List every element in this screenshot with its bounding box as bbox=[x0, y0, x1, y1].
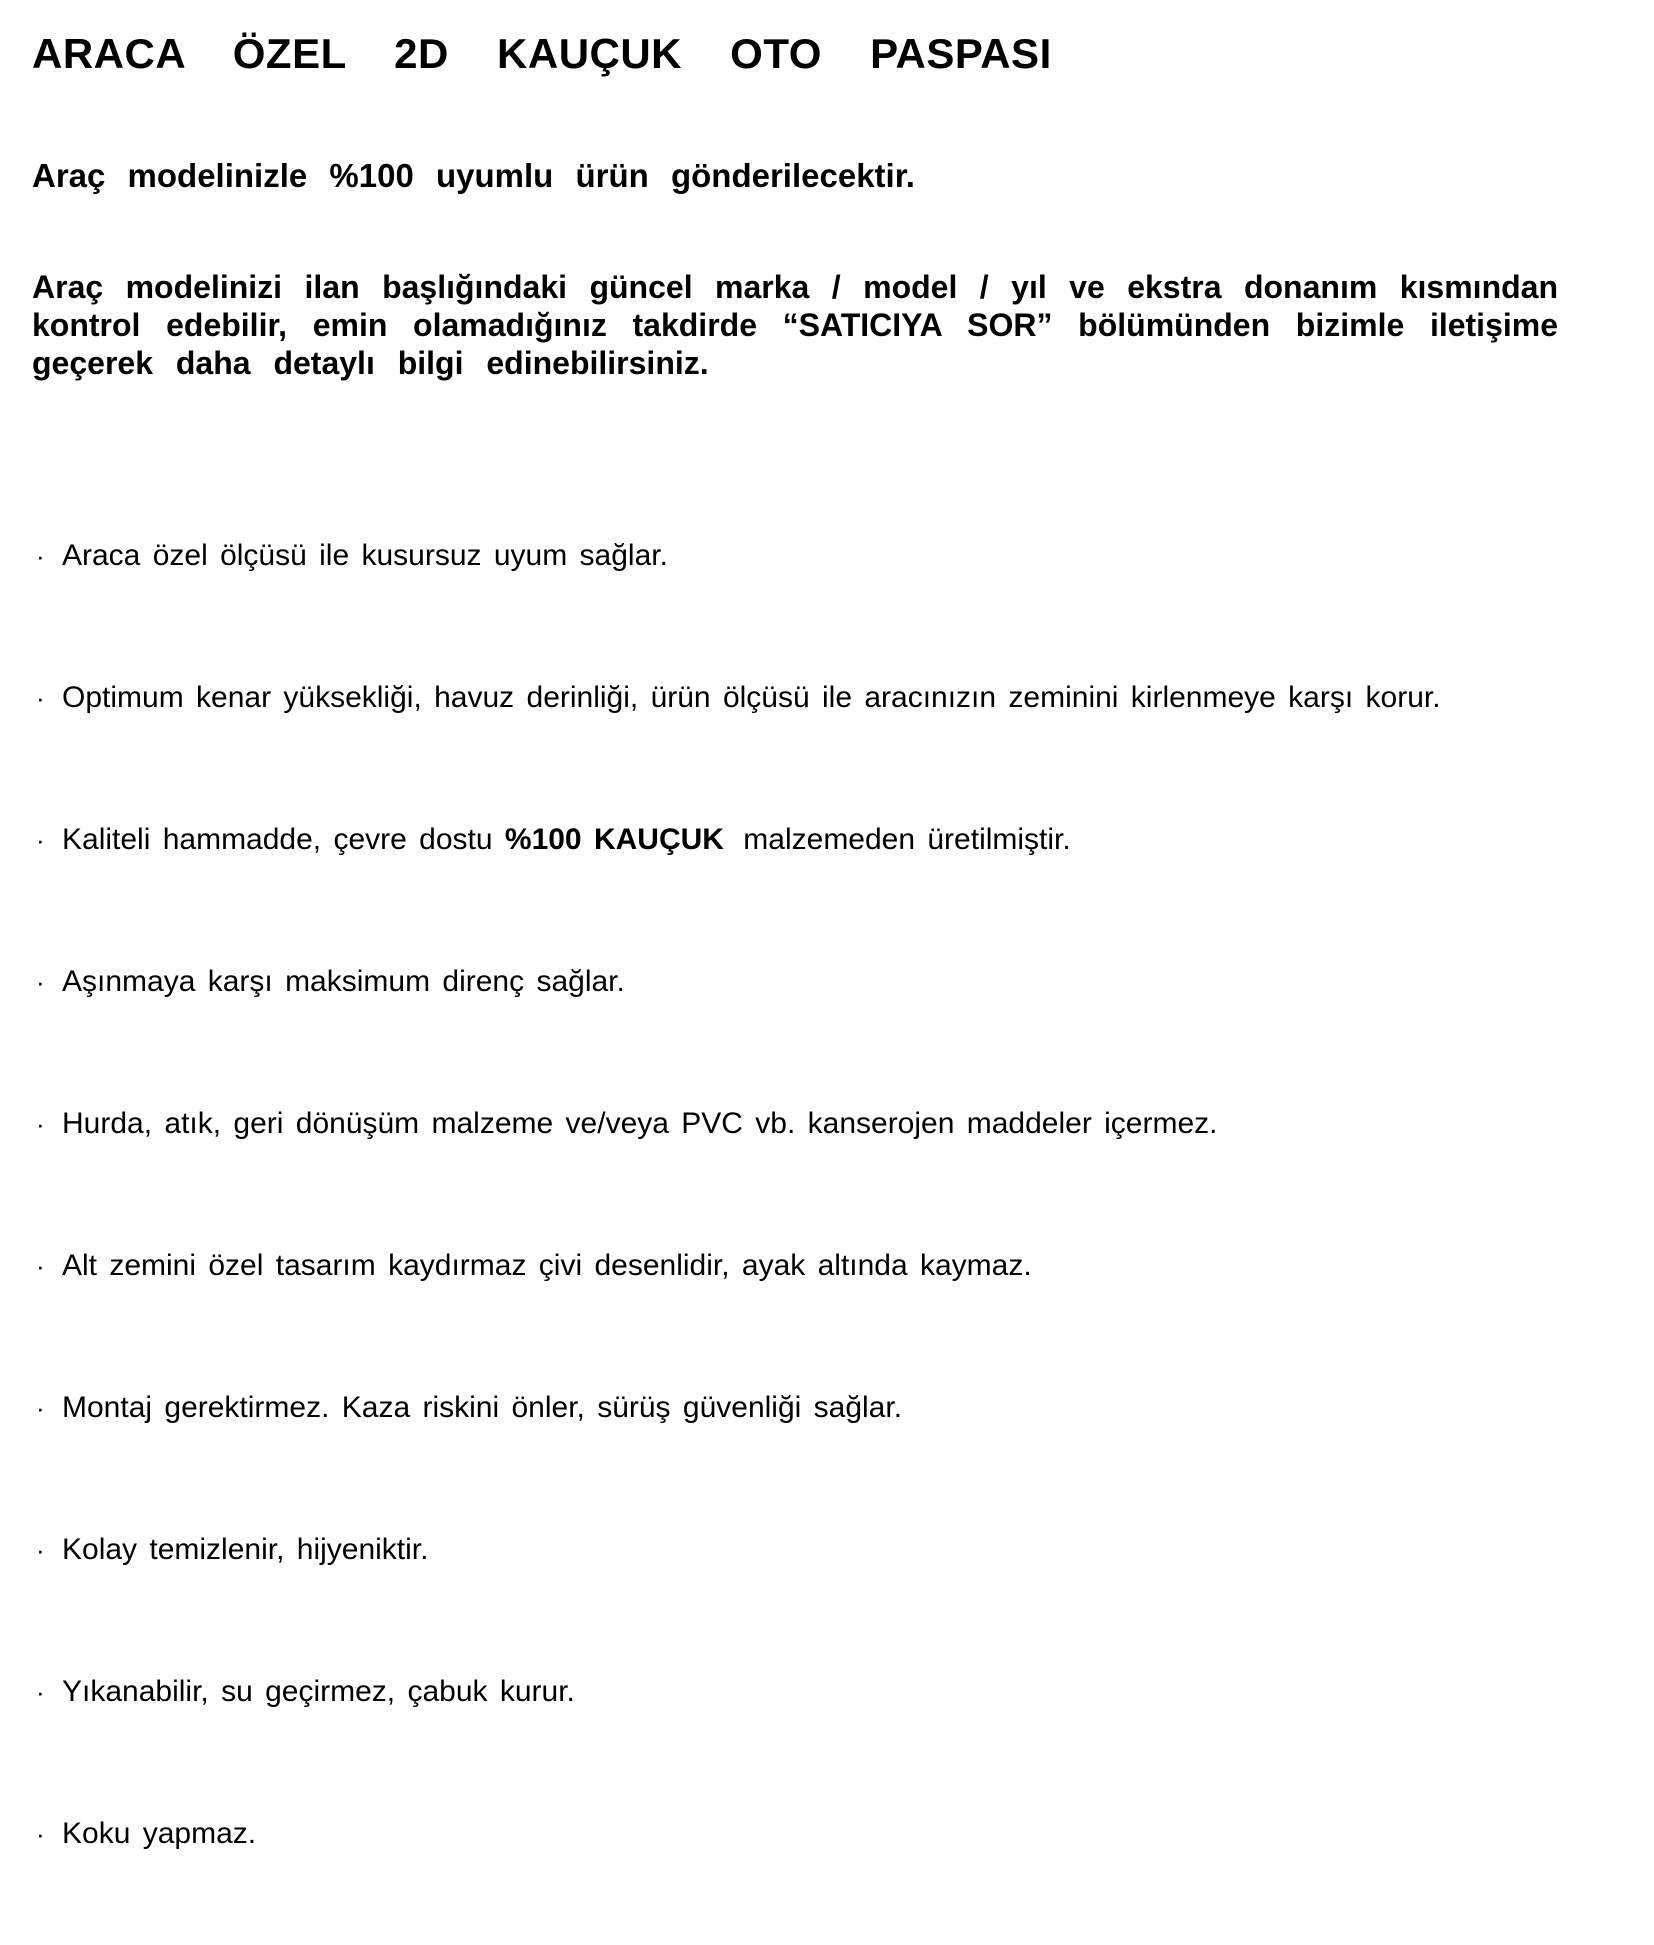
compat-note: Araç modelinizle %100 uyumlu ürün gönderilecektir. bbox=[32, 157, 915, 194]
bullet-marker: · bbox=[36, 683, 45, 713]
bullet-marker: · bbox=[36, 825, 45, 855]
feature-text bbox=[62, 1106, 1218, 1142]
feature-text bbox=[62, 1248, 1032, 1284]
feature-item bbox=[32, 1816, 1558, 1852]
feature-bold-text: %100 KAUÇUK bbox=[504, 823, 724, 856]
product-description-document bbox=[32, 30, 1558, 1852]
feature-item bbox=[32, 680, 1558, 716]
feature-text-segment: Yıkanabilir, su geçirmez, çabuk kurur. bbox=[62, 1675, 575, 1708]
feature-text bbox=[62, 822, 1071, 858]
feature-text-segment: Araca özel ölçüsü ile kusursuz uyum sağlar. bbox=[62, 539, 668, 572]
feature-item bbox=[32, 822, 1558, 858]
feature-text-segment: Koku yapmaz. bbox=[62, 1817, 257, 1850]
bullet-marker: · bbox=[36, 1535, 45, 1565]
feature-item bbox=[32, 1532, 1558, 1568]
bullet-marker: · bbox=[36, 541, 45, 571]
bullet-marker: · bbox=[36, 1677, 45, 1707]
feature-text-segment: Montaj gerektirmez. Kaza riskini önler, sürüş güvenliği sağlar. bbox=[62, 1391, 903, 1424]
feature-item bbox=[32, 1106, 1558, 1142]
feature-text-segment: Kolay temizlenir, hijyeniktir. bbox=[62, 1533, 429, 1566]
feature-text-segment: Alt zemini özel tasarım kaydırmaz çivi desenlidir, ayak altında kaymaz. bbox=[62, 1249, 1032, 1282]
feature-text-segment: malzemeden üretilmiştir. bbox=[730, 823, 1071, 856]
feature-text bbox=[62, 1816, 256, 1852]
contact-paragraph-line-3: geçerek daha detaylı bilgi edinebilirsiniz. bbox=[32, 345, 709, 381]
bullet-marker: · bbox=[36, 1819, 45, 1849]
bullet-marker: · bbox=[36, 1251, 45, 1281]
feature-text bbox=[62, 1390, 902, 1426]
feature-text bbox=[62, 1674, 575, 1710]
bullet-marker: · bbox=[36, 967, 45, 997]
bullet-marker: · bbox=[36, 1393, 45, 1423]
bullet-marker: · bbox=[36, 1109, 45, 1139]
contact-paragraph-line-2: kontrol edebilir, emin olamadığınız takdirde “SATICIYA SOR” bölümünden bizimle iletişime bbox=[32, 307, 1558, 343]
feature-text bbox=[62, 680, 1441, 716]
feature-text bbox=[62, 538, 668, 574]
feature-text bbox=[62, 1532, 428, 1568]
feature-item bbox=[32, 538, 1558, 574]
feature-item bbox=[32, 964, 1558, 1000]
contact-paragraph-line-1: Araç modelinizi ilan başlığındaki güncel marka / model / yıl ve ekstra donanım kısmından bbox=[32, 269, 1558, 305]
feature-text-segment: Optimum kenar yüksekliği, havuz derinliği, ürün ölçüsü ile aracınızın zeminini kirlenmeye karşı korur. bbox=[62, 681, 1441, 714]
feature-text bbox=[62, 964, 625, 1000]
feature-list bbox=[32, 538, 1558, 1852]
feature-item bbox=[32, 1390, 1558, 1426]
feature-text-segment: Hurda, atık, geri dönüşüm malzeme ve/veya PVC vb. kanserojen maddeler içermez. bbox=[62, 1107, 1218, 1140]
feature-text-segment: Kaliteli hammadde, çevre dostu bbox=[62, 823, 505, 856]
feature-item bbox=[32, 1248, 1558, 1284]
page-title: ARACA ÖZEL 2D KAUÇUK OTO PASPASI bbox=[32, 30, 1052, 77]
feature-text-segment: Aşınmaya karşı maksimum direnç sağlar. bbox=[62, 965, 625, 998]
contact-paragraph bbox=[32, 268, 1558, 382]
feature-item bbox=[32, 1674, 1558, 1710]
